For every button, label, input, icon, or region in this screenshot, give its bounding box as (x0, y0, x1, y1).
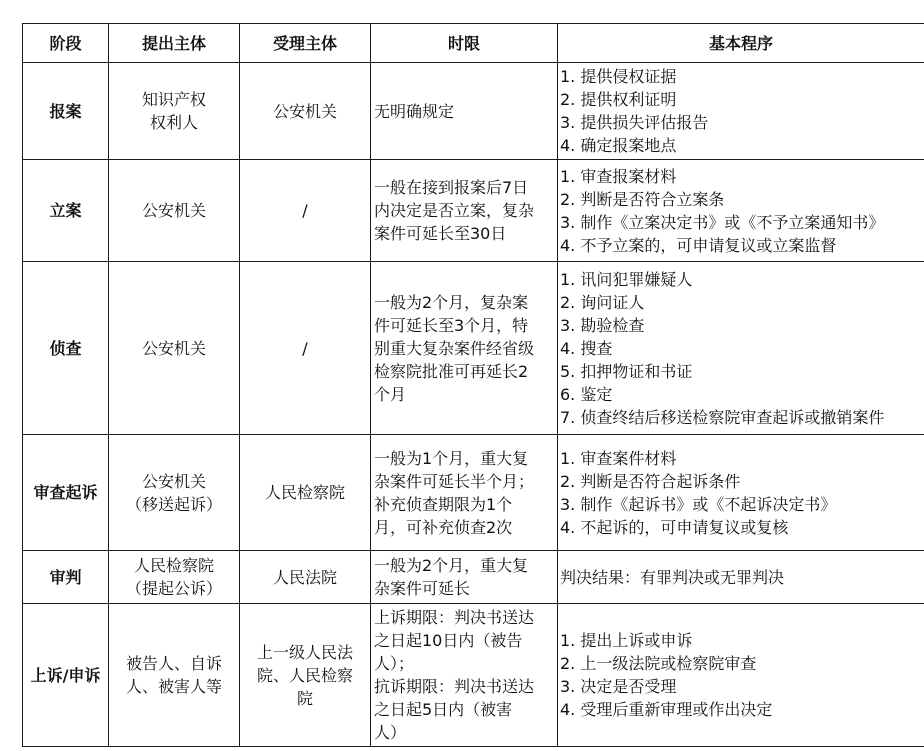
initiator-cell (109, 262, 240, 435)
acceptor-line: 院、人民检察 (256, 665, 353, 685)
acceptor-line: 上一级人民法 (256, 642, 353, 662)
stage-cell: 审查起诉 (23, 435, 109, 551)
time-limit-line: 无明确规定 (374, 101, 455, 121)
acceptor-line: / (302, 201, 308, 220)
table-row (23, 435, 924, 551)
steps-cell (558, 262, 924, 435)
time-limit-line: 抗诉期限：判决书送达 (374, 677, 535, 696)
time-limit-line: 一般为2个月，复杂案 (374, 292, 529, 312)
time-limit-line: 案件可延长至30日 (374, 224, 507, 243)
step-line: 1. 提出上诉或申诉 (560, 631, 693, 650)
initiator-line: （移送起诉） (125, 494, 222, 514)
step-line: 2. 提供权利证明 (560, 90, 677, 109)
step-line: 3. 决定是否受理 (560, 677, 677, 696)
acceptor-cell (240, 63, 371, 160)
step-line: 1. 提供侵权证据 (560, 67, 677, 86)
step-line: 2. 上一级法院或检察院审查 (560, 654, 757, 673)
table-row (23, 551, 924, 604)
initiator-cell (109, 604, 240, 747)
time-limit-cell (371, 63, 558, 160)
procedure-table (22, 23, 924, 747)
step-line: 判决结果：有罪判决或无罪判决 (560, 567, 785, 587)
time-limit-line: 一般为2个月，重大复 (374, 556, 529, 575)
initiator-line: 权利人 (149, 113, 198, 132)
stage-cell: 立案 (23, 160, 109, 262)
step-line: 4. 确定报案地点 (560, 136, 677, 155)
time-limit-line: 人） (374, 723, 407, 742)
time-limit-line: 件可延长至3个月，特 (374, 315, 529, 335)
acceptor-line: / (302, 338, 308, 358)
step-line: 4. 不予立案的，可申请复议或立案监督 (560, 235, 837, 255)
initiator-line: 被告人、自诉 (125, 654, 222, 673)
table-row (23, 262, 924, 435)
stage-cell: 侦查 (23, 262, 109, 435)
time-limit-line: 上诉期限：判决书送达 (374, 608, 535, 627)
time-limit-cell (371, 160, 558, 262)
time-limit-cell (371, 551, 558, 604)
header-stage: 阶段 (23, 24, 109, 63)
table-row (23, 604, 924, 747)
step-line: 2. 询问证人 (560, 292, 645, 312)
time-limit-line: 一般在接到报案后7日 (374, 178, 529, 197)
time-limit-line: 之日起5日内（被害 (374, 700, 513, 719)
header-row (23, 24, 924, 63)
header-time-limit: 时限 (371, 24, 558, 63)
stage-cell: 审判 (23, 551, 109, 604)
time-limit-line: 补充侦查期限为1个 (374, 494, 513, 514)
acceptor-line: 公安机关 (272, 101, 337, 121)
initiator-line: 人、被害人等 (125, 677, 222, 696)
initiator-line: （提起公诉） (125, 579, 222, 598)
acceptor-cell (240, 551, 371, 604)
step-line: 4. 受理后重新审理或作出决定 (560, 700, 773, 719)
acceptor-cell (240, 604, 371, 747)
stage-cell: 上诉/申诉 (23, 604, 109, 747)
step-line: 3. 勘验检查 (560, 315, 645, 335)
time-limit-line: 杂案件可延长 (374, 579, 471, 598)
steps-cell (558, 435, 924, 551)
step-line: 2. 判断是否符合立案条 (560, 189, 725, 209)
step-line: 1. 审查案件材料 (560, 448, 677, 468)
time-limit-line: 检察院批准可再延长2 (374, 361, 529, 381)
step-line: 2. 判断是否符合起诉条件 (560, 471, 741, 491)
step-line: 1. 讯问犯罪嫌疑人 (560, 269, 693, 289)
step-line: 3. 提供损失评估报告 (560, 113, 709, 132)
initiator-line: 人民检察院 (133, 556, 214, 575)
acceptor-cell (240, 435, 371, 551)
acceptor-cell (240, 160, 371, 262)
time-limit-line: 人）； (374, 654, 415, 673)
time-limit-cell (371, 604, 558, 747)
step-line: 6. 鉴定 (560, 384, 613, 404)
header-acceptor: 受理主体 (240, 24, 371, 63)
acceptor-cell (240, 262, 371, 435)
initiator-line: 公安机关 (141, 201, 206, 220)
step-line: 5. 扣押物证和书证 (560, 361, 693, 381)
steps-cell (558, 160, 924, 262)
initiator-line: 知识产权 (141, 90, 206, 109)
time-limit-line: 月，可补充侦查2次 (374, 517, 513, 537)
acceptor-line: 人民法院 (272, 567, 337, 587)
initiator-cell (109, 160, 240, 262)
step-line: 4. 不起诉的，可申请复议或复核 (560, 517, 789, 537)
steps-cell (558, 604, 924, 747)
step-line: 3. 制作《立案决定书》或《不予立案通知书》 (560, 212, 885, 232)
acceptor-line: 人民检察院 (264, 483, 345, 502)
acceptor-line: 院 (296, 688, 313, 708)
time-limit-line: 杂案件可延长半个月； (374, 471, 535, 491)
header-steps: 基本程序 (558, 24, 924, 63)
time-limit-line: 一般为1个月，重大复 (374, 448, 529, 468)
time-limit-cell (371, 262, 558, 435)
time-limit-cell (371, 435, 558, 551)
initiator-line: 公安机关 (141, 338, 206, 358)
step-line: 4. 搜查 (560, 338, 613, 358)
initiator-cell (109, 435, 240, 551)
header-initiator: 提出主体 (109, 24, 240, 63)
step-line: 7. 侦查终结后移送检察院审查起诉或撤销案件 (560, 407, 885, 427)
initiator-line: 公安机关 (141, 471, 206, 491)
time-limit-line: 之日起10日内（被告 (374, 631, 523, 650)
steps-cell (558, 551, 924, 604)
stage-cell: 报案 (23, 63, 109, 160)
table-row (23, 160, 924, 262)
time-limit-line: 个月 (374, 384, 407, 404)
initiator-cell (109, 63, 240, 160)
time-limit-line: 别重大复杂案件经省级 (374, 338, 535, 358)
time-limit-line: 内决定是否立案，复杂 (374, 201, 535, 220)
step-line: 3. 制作《起诉书》或《不起诉决定书》 (560, 494, 837, 514)
steps-cell (558, 63, 924, 160)
step-line: 1. 审查报案材料 (560, 166, 677, 186)
table-row (23, 63, 924, 160)
initiator-cell (109, 551, 240, 604)
